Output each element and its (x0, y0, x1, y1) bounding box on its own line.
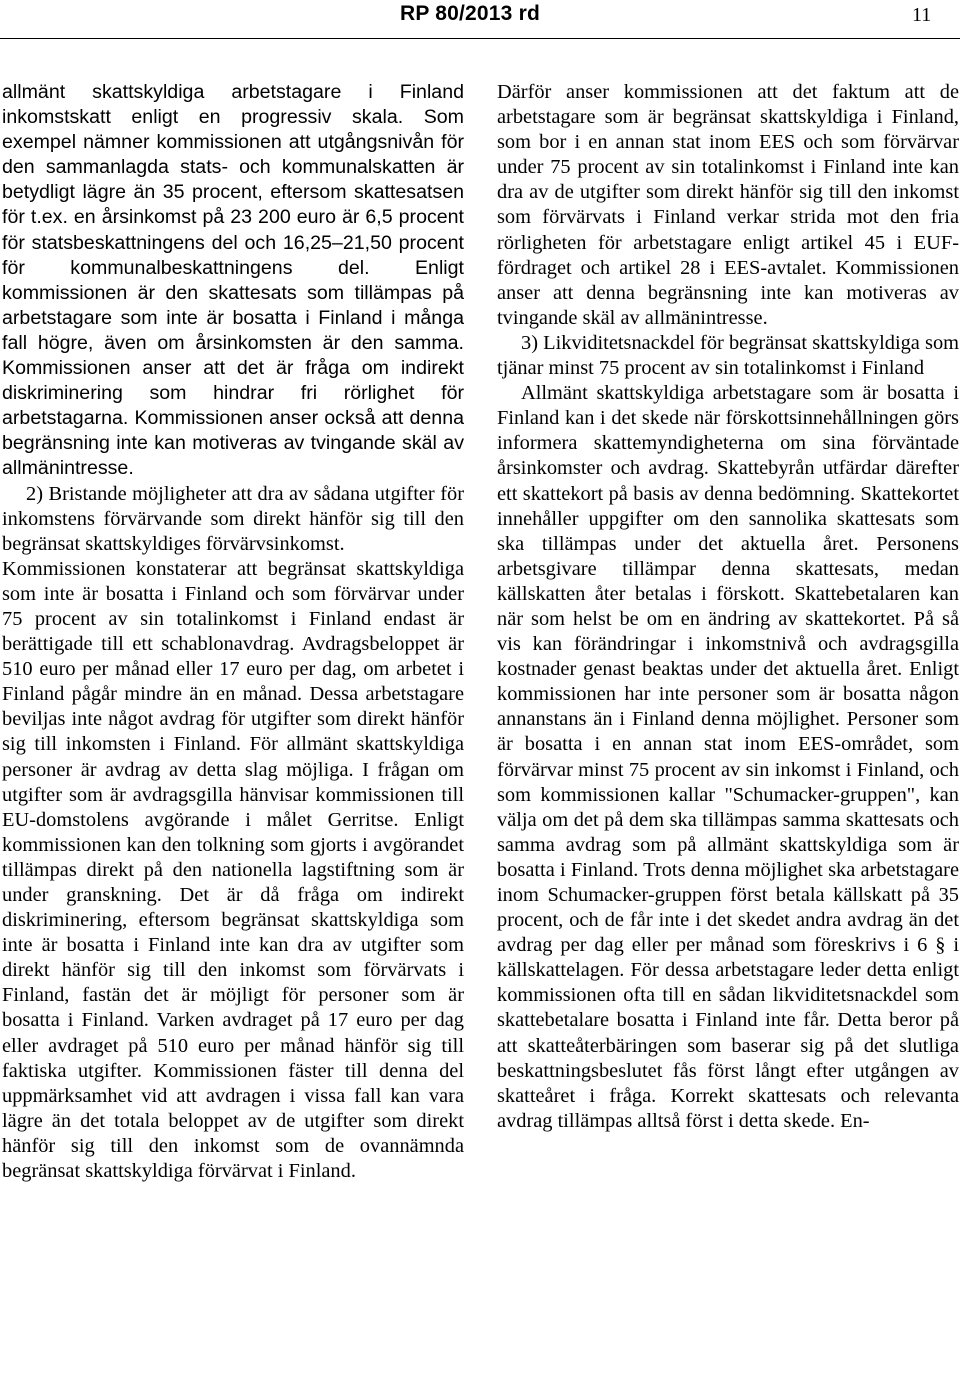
paragraph-left-2: 2) Bristande möjligheter att dra av sådana utgifter för inkomstens förvärvande som direkt hänför sig till den begränsat skattskyldiges förvärvsinkomst. (2, 482, 464, 555)
paragraph-right-1: Därför anser kommissionen att det faktum att de arbetstagare som är begränsat skattskyldiga i Finland, som bor i en annan stat inom EES och som förvärvar under 75 procent av sin totalinkomst i Finland inte kan dra av de utgifter som direkt hänför sig till den inkomst som förvärvats i Finland verkar strida mot den fria rörligheten för arbetstagare enligt artikel 45 i EUF-fördraget och artikel 28 i EES-avtalet. Kommissionen anser att denna begränsning inte kan motiveras av tvingande skäl av allmänintresse. (497, 81, 959, 329)
page-number: 11 (912, 4, 932, 26)
paragraph-right-3: Allmänt skattskyldiga arbetstagare som är bosatta i Finland kan i det skede när förskottsinnehållningen görs informera skattemyndigheterna om sina förväntade årsinkomster och avdrag. Skattebyrån utfärdar därefter ett skattekort på basis av denna bedömning. Skattekortet innehåller uppgifter om den sannolika skattesats som ska tillämpas under det aktuella året. Personens arbetsgivare tillämpar denna skattesats, medan källskatten åter betalas i förskott. Skattebetalaren kan när som helst be om en ändring av skattekortet. På så vis kan förändringar i inkomstnivå och avdragsgilla kostnader genast beaktas under det aktuella året. Enligt kommissionen har inte personer som är bosatta någon annanstans än i Finland denna möjlighet. Personer som är bosatta i en annan stat inom EES-området, som förvärvar minst 75 procent av sin inkomst i Finland, och som kommissionen kallar "Schumacker-gruppen", kan välja om det på dem ska tillämpas samma skattesats och samma avdrag som på allmänt skattskyldiga som är bosatta i Finland. Trots denna möjlighet ska arbetstagare inom Schumacker-gruppen först betala källskatt på 35 procent, och de får inte i det skedet andra avdrag än det avdrag per dag eller per månad som föreskrivs i 6 § i källskattelagen. För dessa arbetstagare leder detta enligt kommissionen ofta till en sådan likviditetsnackdel som skattebetalare bosatta i Finland inte får. Detta beror på att skatteåterbäringen som baserar sig på det slutliga beskattningsbeslutet fås först långt efter utgången av skatteåret i fråga. Korrekt skattesats och relevanta avdrag tillämpas alltså först i detta skede. En- (497, 382, 959, 1132)
left-column (2, 80, 464, 1184)
paragraph-left-3: Kommissionen konstaterar att begränsat skattskyldiga som inte är bosatta i Finland och som förvärvar under 75 procent av sin totalinkomst i Finland endast är berättigade till ett schablonavdrag. Avdragsbeloppet är 510 euro per månad eller 17 euro per dag, om arbetet i Finland pågår mindre än en månad. Dessa arbetstagare beviljas inte något avdrag för utgifter som direkt hänför sig till inkomsten i Finland. För allmänt skattskyldiga personer är avdrag av detta slag möjliga. I frågan om utgifter som är avdragsgilla hänvisar kommissionen till EU-domstolens avgörande i målet Gerritse. Enligt kommissionen kan den tolkning som gjorts i avgörandet tillämpas direkt på den nationella lagstiftning som är under granskning. Det är då fråga om indirekt diskriminering, eftersom begränsat skattskyldiga som inte är bosatta i Finland inte kan dra av utgifter som direkt hänför sig till den inkomst som förvärvats i Finland, fastän det är möjligt för personer som är bosatta i Finland. Varken avdraget på 17 euro per dag eller avdraget på 510 euro per månad hänför sig till faktiska utgifter. Kommissionen fäster till denna del uppmärksamhet vid att avdragen i vissa fall kan vara lägre än det totala beloppet av de utgifter som direkt hänför sig till den inkomst som de ovannämnda begränsat skattskyldiga förvärvat i Finland. (2, 557, 464, 1183)
page-header (0, 0, 960, 40)
header-rule (0, 38, 960, 39)
paragraph-right-2: 3) Likviditetsnackdel för begränsat skattskyldiga som tjänar minst 75 procent av sin totalinkomst i Finland (497, 331, 959, 380)
paragraph-left-1: allmänt skattskyldiga arbetstagare i Finland inkomstskatt enligt en progressiv skala. Som exempel nämner kommissionen att utgångsnivån för den sammanlagda stats- och kommunalskatten är betydligt lägre än 35 procent, eftersom skattesatsen för t.ex. en årsinkomst på 23 200 euro är 6,5 procent för statsbeskattningens del och 16,25–21,50 procent för kommunalbeskattningens del. Enligt kommissionen är den skattesats som tillämpas på arbetstagare som inte är bosatta i Finland i många fall högre, även om årsinkomsten är den samma. Kommissionen anser att det är fråga om indirekt diskriminering som hindrar fri rörlighet för arbetstagarna. Kommissionen anser också att denna begränsning inte kan motiveras av tvingande skäl av allmänintresse. (2, 81, 464, 480)
right-column (497, 80, 959, 1134)
document-id: RP 80/2013 rd (400, 2, 540, 25)
